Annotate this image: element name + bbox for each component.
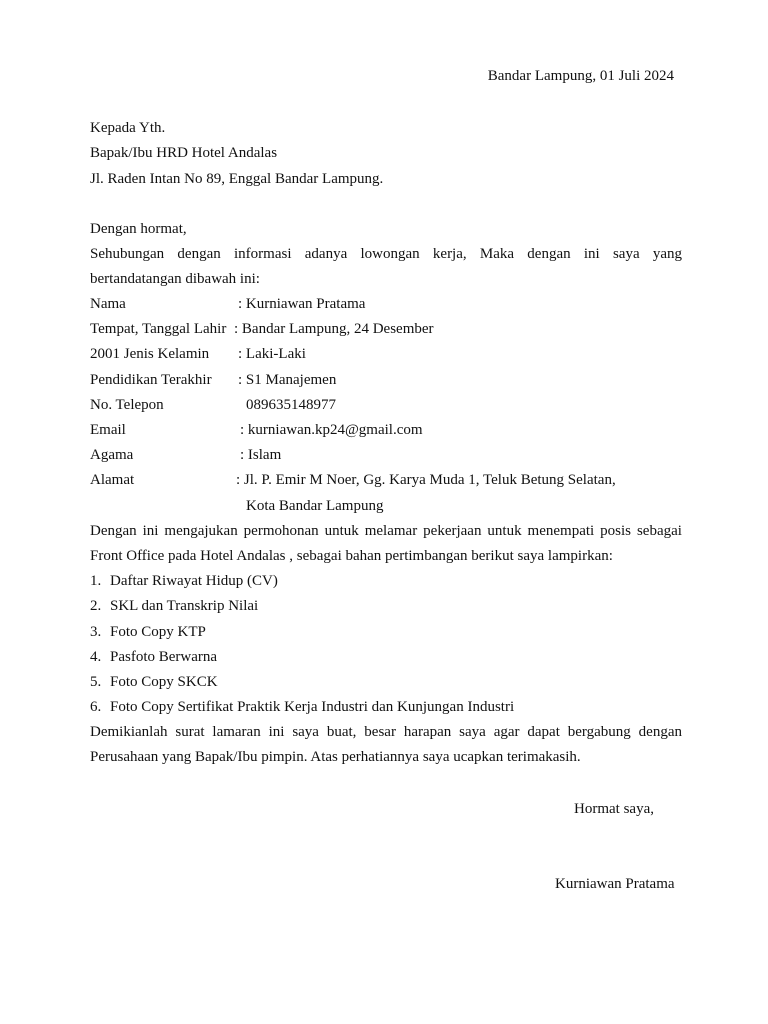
alamat-value-line-1: : Jl. P. Emir M Noer, Gg. Karya Muda 1, Teluk Betung Selatan,: [236, 472, 616, 488]
closing-line-1: Demikianlah surat lamaran ini saya buat, besar harapan saya agar dapat bergabung dengan: [90, 724, 682, 740]
recipient-line-3: Jl. Raden Intan No 89, Enggal Bandar Lampung.: [90, 171, 384, 187]
closing-line-2: Perusahaan yang Bapak/Ibu pimpin. Atas perhatiannya saya ucapkan terimakasih.: [90, 749, 581, 765]
agama-value: : Islam: [240, 447, 282, 463]
sign-off: Hormat saya,: [574, 801, 654, 817]
ttl-label: Tempat, Tanggal Lahir: [90, 321, 227, 337]
attachment-item: SKL dan Transkrip Nilai: [110, 598, 259, 614]
attachment-item: Pasfoto Berwarna: [110, 649, 218, 665]
ttl-value: : Bandar Lampung, 24 Desember: [234, 321, 434, 337]
jenis-kelamin-label: 2001 Jenis Kelamin: [90, 346, 210, 362]
attachment-number: 3.: [90, 624, 102, 640]
attachment-number: 5.: [90, 674, 102, 690]
attachment-item: Foto Copy Sertifikat Praktik Kerja Industri dan Kunjungan Industri: [110, 699, 515, 715]
telepon-label: No. Telepon: [90, 397, 164, 413]
attachment-item: Foto Copy KTP: [110, 624, 206, 640]
intro-line-1: Sehubungan dengan informasi adanya lowongan kerja, Maka dengan ini saya yang: [90, 246, 683, 262]
attachment-number: 2.: [90, 598, 102, 614]
attachment-number: 6.: [90, 699, 102, 715]
nama-value: : Kurniawan Pratama: [238, 296, 366, 312]
date-line: Bandar Lampung, 01 Juli 2024: [487, 68, 674, 84]
intro-line-2: bertandatangan dibawah ini:: [90, 271, 260, 287]
attachment-number: 4.: [90, 649, 102, 665]
email-label: Email: [90, 422, 126, 438]
application-line-1: Dengan ini mengajukan permohonan untuk melamar pekerjaan untuk menempati posis sebagai: [90, 523, 682, 539]
email-value: : kurniawan.kp24@gmail.com: [240, 422, 423, 438]
pendidikan-value: : S1 Manajemen: [238, 372, 337, 388]
application-line-2: Front Office pada Hotel Andalas , sebagai bahan pertimbangan berikut saya lampirkan:: [90, 548, 613, 564]
attachment-item: Foto Copy SKCK: [110, 674, 218, 690]
alamat-value-line-2: Kota Bandar Lampung: [246, 498, 384, 514]
recipient-line-2: Bapak/Ibu HRD Hotel Andalas: [90, 145, 278, 161]
signature-name: Kurniawan Pratama: [555, 876, 675, 892]
telepon-value: 089635148977: [246, 397, 336, 413]
attachment-number: 1.: [90, 573, 102, 589]
jenis-kelamin-value: : Laki-Laki: [238, 346, 306, 362]
nama-label: Nama: [90, 296, 126, 312]
pendidikan-label: Pendidikan Terakhir: [90, 372, 212, 388]
attachment-item: Daftar Riwayat Hidup (CV): [110, 573, 278, 589]
alamat-label: Alamat: [90, 472, 135, 488]
agama-label: Agama: [90, 447, 134, 463]
salutation: Dengan hormat,: [90, 221, 187, 237]
recipient-line-1: Kepada Yth.: [90, 120, 166, 136]
